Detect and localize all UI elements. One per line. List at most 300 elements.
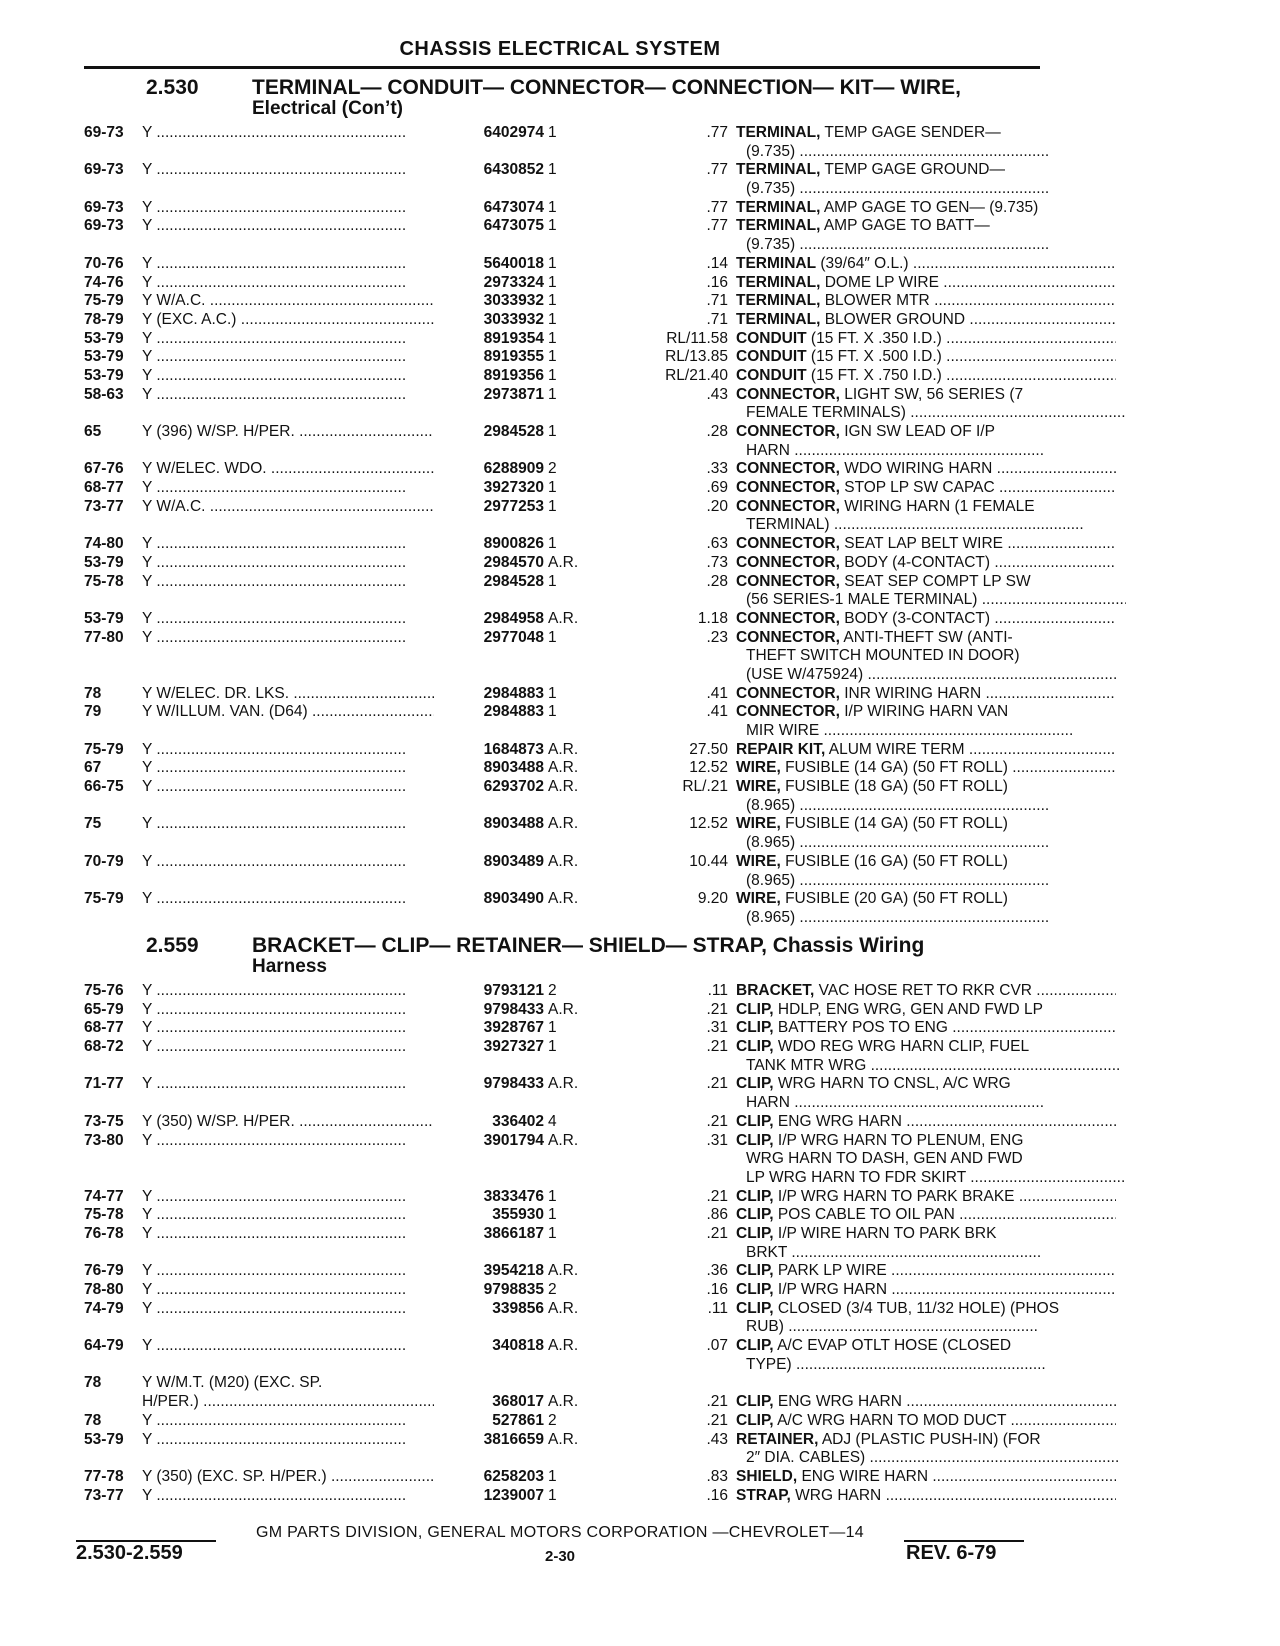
price: .31 xyxy=(706,1019,728,1037)
description-continuation: HARN ..... xyxy=(736,442,1126,461)
part-number: 3833476 xyxy=(434,1188,546,1207)
part-number: 8903488 xyxy=(434,815,546,834)
quantity: A.R. xyxy=(548,1131,579,1149)
quantity: 1 xyxy=(548,423,557,440)
model-years: 69-73 xyxy=(84,161,124,179)
part-number: 2984570 xyxy=(434,554,546,573)
description-noun: CLIP, xyxy=(736,1019,774,1037)
application: Y ..... xyxy=(142,1225,492,1244)
part-number: 2973324 xyxy=(434,274,546,293)
application: Y ..... xyxy=(142,274,492,293)
description-continuation: (9.735) ..... xyxy=(736,143,1126,162)
description-continuation: LP WRG HARN TO FDR SKIRT ..... xyxy=(736,1169,1126,1188)
description-noun: RETAINER, xyxy=(736,1430,819,1448)
description-noun: SHIELD, xyxy=(736,1467,798,1485)
quantity: 1 xyxy=(548,292,557,310)
parts-row xyxy=(84,1337,1044,1356)
quantity: A.R. xyxy=(548,609,579,627)
parts-row xyxy=(84,1487,1044,1506)
description-noun: CONNECTOR, xyxy=(736,609,840,627)
model-years: 73-77 xyxy=(84,497,124,515)
continuation-line xyxy=(84,834,1044,853)
quantity: 1 xyxy=(548,124,557,141)
part-number: 3927320 xyxy=(434,479,546,498)
description-text: FUSIBLE (16 GA) (50 FT ROLL) xyxy=(780,852,1008,870)
description xyxy=(736,1468,1116,1487)
description-text: (15 FT. X .750 I.D.) xyxy=(806,366,942,384)
application: Y W/M.T. (M20) (EXC. SP. xyxy=(142,1374,323,1392)
parts-row xyxy=(84,1262,1044,1281)
quantity: 1 xyxy=(548,161,557,179)
description xyxy=(736,1337,1116,1356)
description-noun: TERMINAL, xyxy=(736,198,821,216)
part-number: 3901794 xyxy=(434,1132,546,1151)
parts-row xyxy=(84,460,1044,479)
footer-page-number: 2-30 xyxy=(544,1548,576,1565)
application: Y ..... xyxy=(142,1281,492,1300)
part-number: 2984958 xyxy=(434,610,546,629)
application: Y ..... xyxy=(142,554,492,573)
continuation-line xyxy=(84,442,1044,461)
description-text: TEMP GAGE GROUND— xyxy=(820,161,1005,179)
price: .11 xyxy=(707,1299,728,1317)
part-number: 6293702 xyxy=(434,778,546,797)
description-text: FUSIBLE (14 GA) (50 FT ROLL) xyxy=(780,759,1008,777)
description-text: CLOSED (3/4 TUB, 11/32 HOLE) (PHOS xyxy=(773,1299,1060,1317)
part-number: 1239007 xyxy=(434,1487,546,1506)
description-noun: CONNECTOR, xyxy=(736,423,840,440)
description xyxy=(736,741,1116,760)
price: .16 xyxy=(706,273,728,291)
parts-row xyxy=(84,199,1044,218)
description xyxy=(736,124,1116,143)
application: Y ..... xyxy=(142,1431,492,1450)
application: Y ..... xyxy=(142,1412,492,1431)
description-text: ALUM WIRE TERM xyxy=(825,740,965,758)
parts-row xyxy=(84,1075,1044,1094)
quantity: 1 xyxy=(548,479,557,497)
price: .28 xyxy=(706,423,728,440)
parts-row xyxy=(84,778,1044,797)
application: Y ..... xyxy=(142,348,492,367)
description-noun: CONNECTOR, xyxy=(736,385,840,403)
description-noun: CONNECTOR, xyxy=(736,703,840,721)
parts-row xyxy=(84,685,1044,704)
price: .16 xyxy=(706,1486,728,1504)
description xyxy=(736,199,1116,218)
model-years: 76-78 xyxy=(84,1224,124,1242)
application: Y ..... xyxy=(142,1188,492,1207)
description xyxy=(736,629,1116,648)
footer-publisher: GM PARTS DIVISION, GENERAL MOTORS CORPORATION —CHEVROLET—14 xyxy=(255,1524,865,1541)
section-subtitle: Electrical (Con’t) xyxy=(252,98,403,119)
part-number: 8919356 xyxy=(434,367,546,386)
price: 10.44 xyxy=(689,852,728,870)
application: Y W/A.C. ..... xyxy=(142,292,492,311)
description-noun: TERMINAL, xyxy=(736,273,821,291)
description-text: WIRING HARN (1 FEMALE xyxy=(839,497,1035,515)
price: .21 xyxy=(706,1075,728,1093)
quantity: 1 xyxy=(548,217,557,235)
continuation-line xyxy=(84,591,1044,610)
model-years: 75-79 xyxy=(84,292,124,310)
model-years: 67 xyxy=(84,759,102,777)
price: .20 xyxy=(706,497,728,515)
price: 9.20 xyxy=(697,890,728,908)
part-number: 6288909 xyxy=(434,460,546,479)
part-number: 6402974 xyxy=(434,124,546,143)
description-text: A/C EVAP OTLT HOSE (CLOSED xyxy=(773,1337,1012,1355)
application: Y ..... xyxy=(142,1300,492,1319)
quantity: A.R. xyxy=(548,890,579,908)
description-noun: WIRE, xyxy=(736,778,781,796)
price: .77 xyxy=(706,217,728,235)
description-noun: CONNECTOR, xyxy=(736,479,840,497)
description-noun: CLIP, xyxy=(736,1112,774,1130)
description-noun: WIRE, xyxy=(736,852,781,870)
parts-row xyxy=(84,124,1044,143)
quantity: 1 xyxy=(548,273,557,291)
description xyxy=(736,292,1116,311)
model-years: 77-80 xyxy=(84,628,124,646)
model-years: 78 xyxy=(84,1374,102,1392)
parts-row xyxy=(84,890,1044,909)
application: Y ..... xyxy=(142,217,492,236)
application: Y ..... xyxy=(142,330,492,349)
quantity: 1 xyxy=(548,254,557,272)
price: .43 xyxy=(706,1430,728,1448)
application: Y ..... xyxy=(142,1132,492,1151)
model-years: 68-72 xyxy=(84,1038,124,1056)
quantity: 1 xyxy=(548,366,557,384)
parts-row xyxy=(84,1431,1044,1450)
description-noun: WIRE, xyxy=(736,759,781,777)
part-number: 340818 xyxy=(434,1337,546,1356)
description-noun: TERMINAL, xyxy=(736,292,821,310)
description xyxy=(736,610,1116,629)
footer-section-range: 2.530-2.559 xyxy=(76,1542,183,1564)
quantity: A.R. xyxy=(548,740,579,758)
application: Y ..... xyxy=(142,479,492,498)
description xyxy=(736,479,1116,498)
parts-row xyxy=(84,629,1044,648)
price: RL/.21 xyxy=(682,778,728,796)
price: 12.52 xyxy=(689,759,728,777)
description-text: SEAT SEP COMPT LP SW xyxy=(839,572,1031,590)
description xyxy=(736,1001,1116,1020)
description-continuation: HARN ..... xyxy=(736,1094,1126,1113)
price: .77 xyxy=(706,161,728,179)
model-years: 75-78 xyxy=(84,1206,124,1224)
quantity: 2 xyxy=(548,1411,557,1429)
price: .71 xyxy=(706,292,728,310)
description-continuation: (8.965) ..... xyxy=(736,797,1126,816)
continuation-line xyxy=(84,666,1044,685)
model-years: 74-79 xyxy=(84,1299,124,1317)
quantity: 1 xyxy=(548,535,557,553)
model-years: 77-78 xyxy=(84,1467,124,1485)
description xyxy=(736,1038,1116,1057)
continuation-line xyxy=(84,1449,1044,1468)
description xyxy=(736,573,1116,592)
application: Y (350) W/SP. H/PER. ..... xyxy=(142,1113,492,1132)
description xyxy=(736,554,1116,573)
description xyxy=(736,386,1116,405)
price: .21 xyxy=(706,1187,728,1205)
description xyxy=(736,1075,1116,1094)
application: Y ..... xyxy=(142,629,492,648)
parts-row xyxy=(84,573,1044,592)
continuation-line xyxy=(84,909,1044,928)
quantity: A.R. xyxy=(548,1262,579,1280)
description-text: IGN SW LEAD OF I/P xyxy=(839,423,995,440)
price: .14 xyxy=(706,254,728,272)
price: .83 xyxy=(706,1467,728,1485)
description-noun: CONNECTOR, xyxy=(736,684,840,702)
parts-row xyxy=(84,610,1044,629)
parts-row xyxy=(84,1225,1044,1244)
description-noun: CONNECTOR, xyxy=(736,553,840,571)
parts-row xyxy=(84,1001,1044,1020)
price: 27.50 xyxy=(689,740,728,758)
continuation-line xyxy=(84,404,1044,423)
description xyxy=(736,1412,1116,1431)
parts-row xyxy=(84,759,1044,778)
application: Y ..... xyxy=(142,573,492,592)
part-number: 3033932 xyxy=(434,292,546,311)
description-noun: TERMINAL xyxy=(736,254,817,272)
model-years: 53-79 xyxy=(84,366,124,384)
description xyxy=(736,815,1116,834)
description-noun: TERMINAL, xyxy=(736,161,821,179)
quantity: 1 xyxy=(548,497,557,515)
description-continuation: BRKT ..... xyxy=(736,1244,1126,1263)
description-continuation: WRG HARN TO DASH, GEN AND FWD xyxy=(746,1150,1023,1168)
application: Y ..... xyxy=(142,778,492,797)
quantity: 1 xyxy=(548,572,557,590)
section-number: 2.559 xyxy=(146,934,199,957)
quantity: 1 xyxy=(548,1187,557,1205)
part-number: 5640018 xyxy=(434,255,546,274)
parts-row xyxy=(84,292,1044,311)
description-noun: CLIP, xyxy=(736,1262,774,1280)
continuation-line xyxy=(84,236,1044,255)
price: RL/13.85 xyxy=(665,348,728,366)
description-text: SEAT LAP BELT WIRE xyxy=(839,535,1004,553)
part-number: 527861 xyxy=(434,1412,546,1431)
application: Y ..... xyxy=(142,161,492,180)
description-text: I/P WRG HARN TO PLENUM, ENG xyxy=(773,1131,1024,1149)
description-text: WRG HARN TO CNSL, A/C WRG xyxy=(773,1075,1011,1093)
continuation-line xyxy=(84,1150,1044,1169)
price: .21 xyxy=(706,1112,728,1130)
description-continuation: (56 SERIES-1 MALE TERMINAL) ..... xyxy=(736,591,1126,610)
part-number: 6473075 xyxy=(434,217,546,236)
parts-row xyxy=(84,498,1044,517)
description xyxy=(736,1206,1116,1225)
parts-row xyxy=(84,535,1044,554)
price: .43 xyxy=(706,385,728,403)
model-years: 79 xyxy=(84,703,102,721)
part-number: 8919355 xyxy=(434,348,546,367)
description xyxy=(736,778,1116,797)
model-years: 68-77 xyxy=(84,479,124,497)
price: .16 xyxy=(706,1281,728,1298)
parts-row xyxy=(84,367,1044,386)
description-text: ENG WIRE HARN xyxy=(797,1467,929,1485)
description xyxy=(736,535,1116,554)
description-text: STOP LP SW CAPAC xyxy=(839,479,995,497)
description-noun: TERMINAL, xyxy=(736,217,821,235)
price: .23 xyxy=(706,628,728,646)
model-years: 73-80 xyxy=(84,1131,124,1149)
description-text: PARK LP WIRE xyxy=(773,1262,887,1280)
application: Y ..... xyxy=(142,890,492,909)
description-continuation: (9.735) ..... xyxy=(736,180,1126,199)
part-number: 3866187 xyxy=(434,1225,546,1244)
description-noun: CONNECTOR, xyxy=(736,460,840,478)
section-title: TERMINAL— CONDUIT— CONNECTOR— CONNECTION— KIT— WIRE, xyxy=(252,76,961,99)
description-noun: TERMINAL, xyxy=(736,124,821,141)
model-years: 78 xyxy=(84,684,102,702)
part-number: 3816659 xyxy=(434,1431,546,1450)
description-text: VAC HOSE RET TO RKR CVR xyxy=(814,982,1032,999)
model-years: 58-63 xyxy=(84,385,124,403)
part-number: 1684873 xyxy=(434,741,546,760)
description-noun: CLIP, xyxy=(736,1038,774,1056)
parts-list-2559 xyxy=(84,982,1060,1505)
description-text: BODY (4-CONTACT) xyxy=(839,553,991,571)
quantity: 2 xyxy=(548,460,557,478)
description-continuation: TANK MTR WRG ..... xyxy=(736,1057,1126,1076)
parts-row xyxy=(84,1206,1044,1225)
application: Y ..... xyxy=(142,386,492,405)
description-text: FUSIBLE (14 GA) (50 FT ROLL) xyxy=(780,815,1008,833)
continuation-line xyxy=(84,143,1044,162)
description-noun: CLIP, xyxy=(736,1411,774,1429)
model-years: 74-77 xyxy=(84,1187,124,1205)
quantity: 1 xyxy=(548,329,557,347)
description xyxy=(736,685,1116,704)
description-noun: CLIP, xyxy=(736,1281,774,1298)
description-text: WDO REG WRG HARN CLIP, FUEL xyxy=(773,1038,1030,1056)
application: Y ..... xyxy=(142,853,492,872)
model-years: 53-79 xyxy=(84,348,124,366)
description-continuation: THEFT SWITCH MOUNTED IN DOOR) xyxy=(746,647,1020,665)
quantity: 1 xyxy=(548,1019,557,1037)
application: Y W/ELEC. DR. LKS. ..... xyxy=(142,685,492,704)
parts-row xyxy=(84,554,1044,573)
description-text: I/P WRG HARN xyxy=(773,1281,888,1298)
application: Y ..... xyxy=(142,199,492,218)
model-years: 75-79 xyxy=(84,890,124,908)
price: RL/11.58 xyxy=(666,329,728,347)
quantity: 1 xyxy=(548,1486,557,1504)
description-text: BODY (3-CONTACT) xyxy=(839,609,991,627)
part-number: 6258203 xyxy=(434,1468,546,1487)
description-noun: CLIP, xyxy=(736,1000,774,1018)
part-number: 2984528 xyxy=(434,573,546,592)
application: Y ..... xyxy=(142,1337,492,1356)
quantity: A.R. xyxy=(548,1000,579,1018)
price: .71 xyxy=(706,310,728,328)
price: .33 xyxy=(706,460,728,478)
description-noun: TERMINAL, xyxy=(736,310,821,328)
part-number: 9793121 xyxy=(434,982,546,1001)
description-text: DOME LP WIRE xyxy=(820,273,939,291)
description-noun: REPAIR KIT, xyxy=(736,740,826,758)
quantity: 1 xyxy=(548,684,557,702)
description-text: ENG WRG HARN xyxy=(773,1393,902,1411)
continuation-line xyxy=(84,180,1044,199)
description-noun: CLIP, xyxy=(736,1224,774,1242)
description-continuation: RUB) ..... xyxy=(736,1318,1126,1337)
quantity: 4 xyxy=(548,1112,557,1130)
parts-row xyxy=(84,274,1044,293)
parts-row xyxy=(84,1132,1044,1151)
quantity: 1 xyxy=(548,310,557,328)
model-years: 74-76 xyxy=(84,273,124,291)
description xyxy=(736,853,1116,872)
parts-row xyxy=(84,1393,1044,1412)
description-noun: CLIP, xyxy=(736,1187,774,1205)
price: .11 xyxy=(707,982,728,999)
quantity: 2 xyxy=(548,1281,557,1298)
description-text: ANTI-THEFT SW (ANTI- xyxy=(839,628,1013,646)
description xyxy=(736,1225,1116,1244)
quantity: A.R. xyxy=(548,1430,579,1448)
model-years: 73-75 xyxy=(84,1112,124,1130)
application: Y ..... xyxy=(142,982,492,1001)
description xyxy=(736,759,1116,778)
model-years: 70-79 xyxy=(84,852,124,870)
model-years: 65 xyxy=(84,423,102,440)
parts-row xyxy=(84,255,1044,274)
application: Y ..... xyxy=(142,255,492,274)
parts-list-2530 xyxy=(84,124,1044,928)
application: Y ..... xyxy=(142,610,492,629)
application: Y ..... xyxy=(142,815,492,834)
description-noun: CONDUIT xyxy=(736,366,807,384)
description-text: WRG HARN xyxy=(790,1486,882,1504)
application: Y ..... xyxy=(142,367,492,386)
part-number: 3927327 xyxy=(434,1038,546,1057)
part-number: 9798433 xyxy=(434,1001,546,1020)
application: Y ..... xyxy=(142,124,492,143)
application: Y ..... xyxy=(142,759,492,778)
description xyxy=(736,367,1116,386)
description-text: AMP GAGE TO GEN— (9.735) xyxy=(820,198,1039,216)
parts-row xyxy=(84,815,1044,834)
part-number: 2977048 xyxy=(434,629,546,648)
description-text: (15 FT. X .350 I.D.) xyxy=(806,329,942,347)
description xyxy=(736,274,1116,293)
description-noun: CLIP, xyxy=(736,1337,774,1355)
part-number: 2977253 xyxy=(434,498,546,517)
description-noun: CLIP, xyxy=(736,1131,774,1149)
model-years: 67-76 xyxy=(84,460,124,478)
description-text: WDO WIRING HARN xyxy=(839,460,993,478)
quantity: A.R. xyxy=(548,815,579,833)
parts-row xyxy=(84,982,1044,1001)
parts-row xyxy=(84,311,1044,330)
parts-row xyxy=(84,330,1044,349)
description xyxy=(736,1393,1116,1412)
part-number: 9798433 xyxy=(434,1075,546,1094)
description-text: ADJ (PLASTIC PUSH-IN) (FOR xyxy=(818,1430,1041,1448)
description-continuation: (USE W/475924) ..... xyxy=(736,666,1126,685)
price: .21 xyxy=(706,1000,728,1018)
